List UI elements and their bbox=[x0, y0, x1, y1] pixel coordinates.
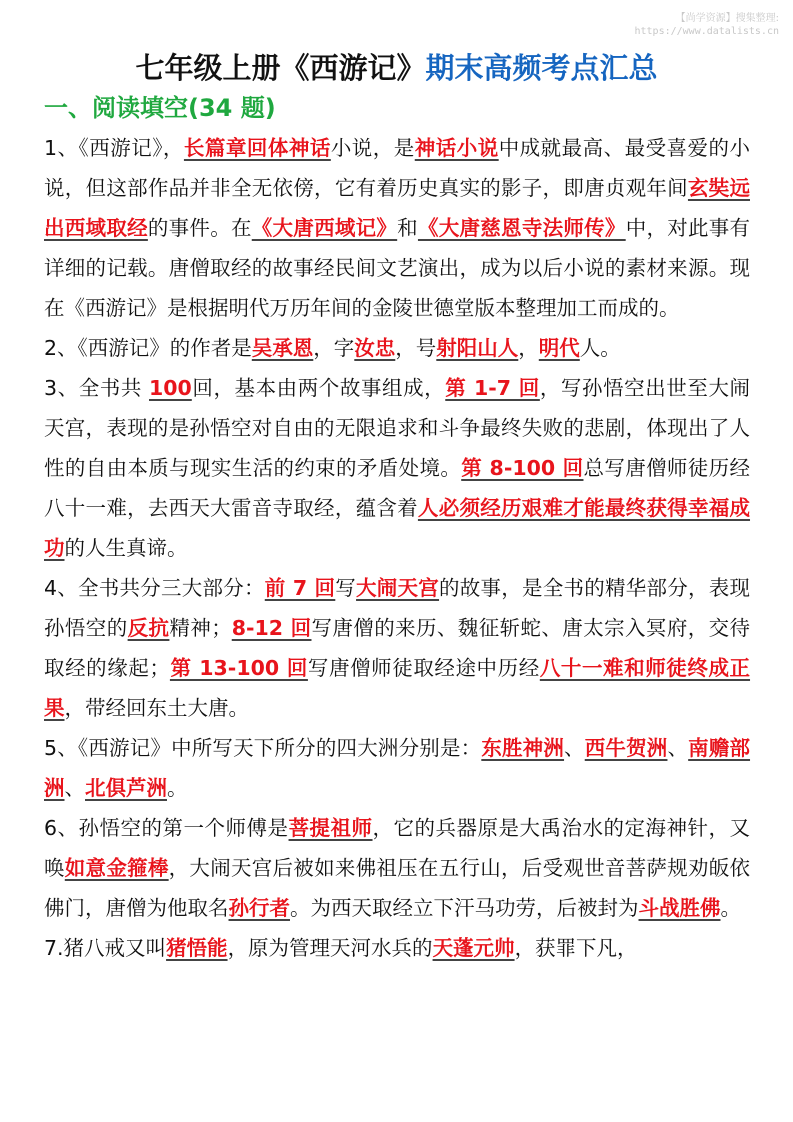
question-item bbox=[44, 368, 750, 568]
question-text: ，带经回东土大唐。 bbox=[64, 696, 249, 720]
answer-blank: 《大唐西域记》 bbox=[251, 216, 398, 240]
question-text: 的故事，是全书的精华部分，表现孙悟空的 bbox=[44, 576, 751, 640]
title-book: 七年级上册《西游记》 bbox=[135, 51, 426, 85]
question-item bbox=[44, 128, 750, 328]
answer-blank: 8-12 回 bbox=[231, 616, 312, 640]
answer-blank: 北俱芦洲 bbox=[85, 776, 167, 800]
question-text: 中成就最高、最受喜爱的小说，但这部作品并非全无依傍，它有着历史真实的影子，即唐贞观年间 bbox=[44, 136, 751, 200]
question-text: ，字 bbox=[313, 336, 355, 360]
question-text: 、 bbox=[667, 736, 689, 760]
question-text: ，写孙悟空出世至大闹天宫，表现的是孙悟空对自由的无限追求和斗争最终失败的悲剧，体现出了人性的自由本质与现实生活的约束的矛盾处境。 bbox=[44, 376, 751, 480]
answer-blank: 玄奘远出西域取经 bbox=[44, 176, 750, 240]
watermark bbox=[635, 12, 780, 38]
question-text: 。为西天取经立下汗马功劳，后被封为 bbox=[290, 896, 639, 920]
question-text: 4、全书共分三大部分： bbox=[44, 576, 265, 600]
question-text: 、 bbox=[564, 736, 585, 760]
question-item bbox=[44, 728, 750, 808]
question-text: 1、《西游记》， bbox=[44, 136, 184, 160]
answer-blank: 南赡部洲 bbox=[44, 736, 751, 800]
question-text: 5、《西游记》中所写天下所分的四大洲分别是： bbox=[44, 736, 482, 760]
question-text: 2、《西游记》的作者是 bbox=[44, 336, 252, 360]
answer-blank: 大闹天宫 bbox=[356, 576, 440, 600]
answer-blank: 西牛贺洲 bbox=[584, 736, 668, 760]
question-text: 总写唐僧师徒历经八十一难，去西天大雷音寺取经，蕴含着 bbox=[44, 456, 751, 520]
answer-blank: 第 13-100 回 bbox=[169, 656, 308, 680]
question-text: 的事件。在 bbox=[147, 216, 252, 240]
answer-blank: 射阳山人 bbox=[436, 336, 519, 360]
answer-blank: 反抗 bbox=[127, 616, 170, 640]
question-item bbox=[44, 928, 750, 968]
answer-blank: 八十一难和师徒终成正果 bbox=[44, 656, 751, 720]
question-text: 精神； bbox=[169, 616, 232, 640]
question-text: ， bbox=[518, 336, 539, 360]
question-text: ，大闹天宫后被如来佛祖压在五行山，后受观世音菩萨规劝皈依佛门，唐僧为他取名 bbox=[44, 856, 751, 920]
question-text: 小说，是 bbox=[330, 136, 415, 160]
answer-blank: 汝忠 bbox=[354, 336, 396, 360]
answer-blank: 斗战胜佛 bbox=[638, 896, 721, 920]
question-text: 。 bbox=[720, 896, 741, 920]
question-text: 写唐僧的来历、魏征斩蛇、唐太宗入冥府，交待取经的缘起； bbox=[44, 616, 751, 680]
question-text: 和 bbox=[397, 216, 418, 240]
question-item bbox=[44, 328, 750, 368]
title-topic: 期末高频考点汇总 bbox=[425, 51, 658, 85]
answer-blank: 东胜神洲 bbox=[481, 736, 565, 760]
question-text: ，获罪下凡， bbox=[514, 936, 638, 960]
question-text: 中，对此事有详细的记载。唐僧取经的故事经民间文艺演出，成为以后小说的素材来源。现在《西游记》是根据明代万历年间的金陵世德堂版本整理加工而成的。 bbox=[44, 216, 751, 320]
question-text: 写 bbox=[335, 576, 357, 600]
answer-blank: 100 bbox=[149, 376, 192, 400]
question-text: ，号 bbox=[395, 336, 437, 360]
question-text: 、 bbox=[64, 776, 85, 800]
answer-blank: 明代 bbox=[538, 336, 580, 360]
question-item bbox=[44, 808, 750, 928]
answer-blank: 《大唐慈恩寺法师传》 bbox=[417, 216, 626, 240]
page-title bbox=[0, 48, 793, 88]
question-text: ，它的兵器原是大禹治水的定海神针，又唤 bbox=[44, 816, 751, 880]
question-text: 的人生真谛。 bbox=[64, 536, 188, 560]
question-text: 人。 bbox=[579, 336, 621, 360]
answer-blank: 如意金箍棒 bbox=[64, 856, 169, 880]
section-heading: 一、阅读填空(34 题) bbox=[44, 94, 276, 122]
question-list bbox=[44, 128, 750, 968]
answer-blank: 神话小说 bbox=[414, 136, 499, 160]
question-text: ，原为管理天河水兵的 bbox=[227, 936, 433, 960]
answer-blank: 人必须经历艰难才能最终获得幸福成功 bbox=[44, 496, 751, 560]
answer-blank: 孙行者 bbox=[228, 896, 290, 920]
question-text: 回，基本由两个故事组成， bbox=[191, 376, 446, 400]
answer-blank: 第 1-7 回 bbox=[445, 376, 540, 400]
answer-blank: 菩提祖师 bbox=[288, 816, 373, 840]
question-text: 7.猪八戒又叫 bbox=[44, 936, 167, 960]
answer-blank: 前 7 回 bbox=[264, 576, 336, 600]
answer-blank: 猪悟能 bbox=[166, 936, 228, 960]
answer-blank: 第 8-100 回 bbox=[461, 456, 584, 480]
question-text: 6、孙悟空的第一个师傅是 bbox=[44, 816, 289, 840]
answer-blank: 长篇章回体神话 bbox=[183, 136, 331, 160]
watermark-url: https://www.datalists.cn bbox=[634, 26, 779, 37]
question-item bbox=[44, 568, 750, 728]
answer-blank: 吴承恩 bbox=[251, 336, 314, 360]
question-text: 写唐僧师徒取经途中历经 bbox=[307, 656, 540, 680]
question-text: 3、全书共 bbox=[44, 376, 149, 400]
answer-blank: 天蓬元帅 bbox=[432, 936, 515, 960]
question-text: 。 bbox=[167, 776, 188, 800]
watermark-source: 【尚学资源】搜集整理: bbox=[675, 13, 779, 24]
